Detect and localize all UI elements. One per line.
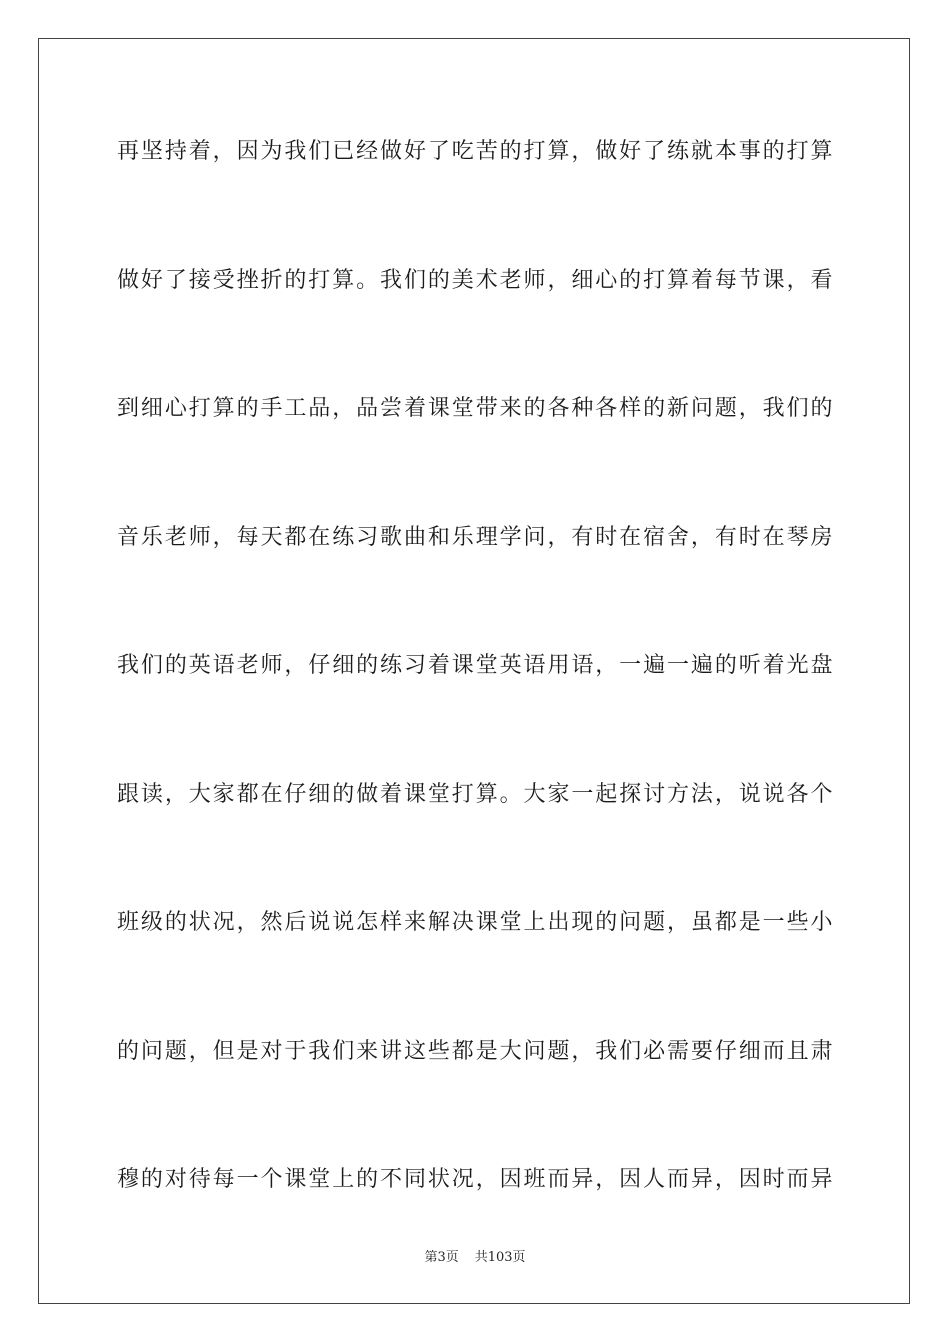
text-line: 到细心打算的手工品，品尝着课堂带来的各种各样的新问题，我们的 bbox=[117, 396, 833, 421]
page-footer bbox=[0, 1246, 950, 1265]
text-line: 穆的对待每一个课堂上的不同状况，因班而异，因人而异，因时而异 bbox=[117, 1167, 833, 1192]
text-line: 跟读，大家都在仔细的做着课堂打算。大家一起探讨方法，说说各个 bbox=[117, 781, 833, 807]
text-line: 做好了接受挫折的打算。我们的美术老师，细心的打算着每节课，看 bbox=[117, 267, 833, 293]
text-line: 音乐老师，每天都在练习歌曲和乐理学问，有时在宿舍，有时在琴房 bbox=[117, 524, 833, 550]
text-line: 再坚持着，因为我们已经做好了吃苦的打算，做好了练就本事的打算 bbox=[117, 139, 833, 164]
page-total: 共103页 bbox=[474, 1250, 526, 1265]
text-line: 班级的状况，然后说说怎样来解决课堂上出现的问题，虽都是一些小 bbox=[117, 910, 833, 935]
text-line: 的问题，但是对于我们来讲这些都是大问题，我们必需要仔细而且肃 bbox=[117, 1038, 833, 1064]
document-body bbox=[117, 128, 833, 1285]
page-number: 第3页 bbox=[424, 1250, 459, 1265]
text-line: 我们的英语老师，仔细的练习着课堂英语用语，一遍一遍的听着光盘 bbox=[117, 653, 833, 678]
